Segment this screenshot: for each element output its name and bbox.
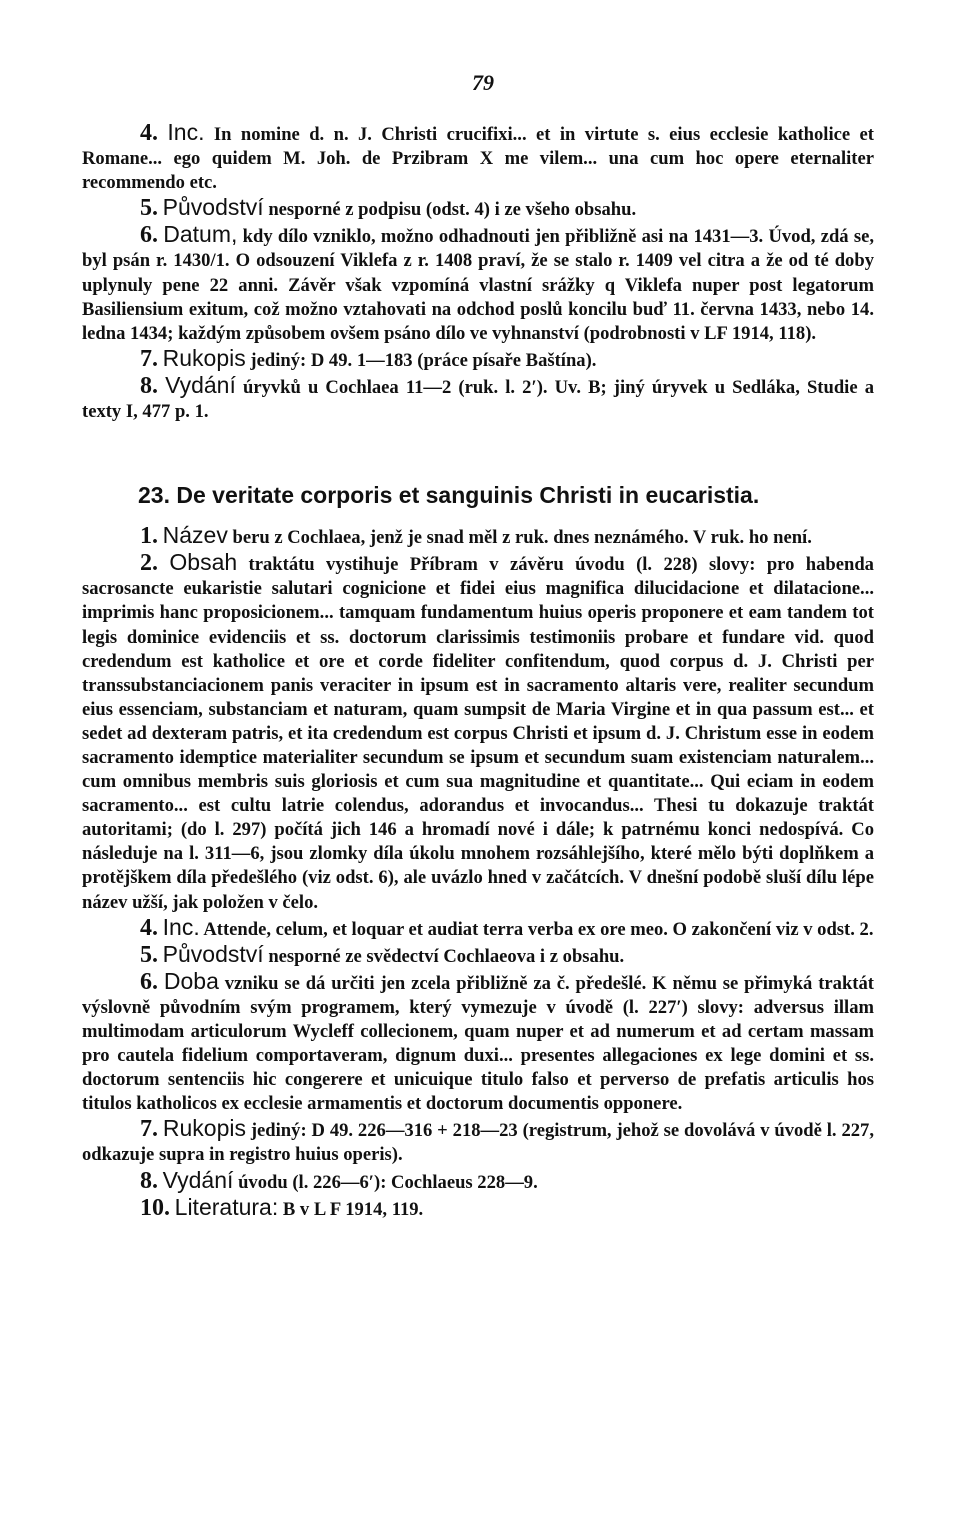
paragraph-number: 5. — [140, 941, 158, 968]
paragraph-keyword: Literatura: — [174, 1193, 279, 1220]
paragraph-text: jediný: D 49. 226—316 + 218—23 (registrum, jehož se dovolává v úvodě l. 227, odkazuje supra in registro huius operis). — [82, 1120, 874, 1166]
paragraph-text: úryvků u Cochlaea 11—2 (ruk. l. 2′). Uv. B; jiný úryvek u Sedláka, Studie a texty I, 477 p. 1. — [82, 376, 874, 423]
paragraph-content — [82, 550, 874, 914]
paragraph-date — [82, 222, 874, 345]
paragraph-number: 4. — [140, 120, 158, 146]
paragraph-literature — [82, 1195, 874, 1222]
paragraph-text: In nomine d. n. J. Christi crucifixi... et in virtute s. eius ecclesie katholice et Romane... ego quidem M. Joh. de Przibram X me vilem... una cum hoc opere eternaliter recommendo etc. — [82, 124, 874, 194]
paragraph-manuscript — [82, 1116, 874, 1167]
paragraph-number: 4. — [140, 914, 158, 941]
paragraph-keyword: Doba — [163, 967, 219, 994]
paragraph-text: kdy dílo vzniklo, možno odhadnouti jen přibližně asi na 1431—3. Úvod, zdá se, byl psán r. 1430/1. O odsouzení Viklefa z r. 1408 praví, že se stalo r. 1409 vel citra a že od té doby uplynuly pene 22 anni. Závěr však vzpomíná vlastní srážky q Viklefa nuper post legatorum Basiliensium exitum, což možno vztahovati na odchod poslů koncilu buď 11. června 1433, nebo 14. ledna 1434; každým způsobem ovšem psáno dílo ve vyhnanství (podrobnosti v LF 1914, 118). — [82, 226, 874, 344]
paragraph-text: nesporné ze svědectví Cochlaeova i z obsahu. — [268, 945, 625, 967]
paragraph-incipit — [82, 120, 874, 195]
paragraph-text: nesporné z podpisu (odst. 4) i ze všeho obsahu. — [268, 199, 637, 221]
paragraph-number: 2. — [140, 550, 158, 577]
paragraph-text: Attende, celum, et loquar et audiat terra verba ex ore meo. O zakončení viz v odst. 2. — [203, 918, 874, 940]
paragraph-keyword: Vydání — [165, 371, 236, 398]
paragraph-date — [82, 969, 874, 1117]
paragraph-text: traktátu vystihuje Příbram v závěru úvodu (l. 228) slovy: pro habenda sacrosancte eukaristie salutari cognicione et fidei eius magnifica dilucidacione et dilatacione... imprimis hanc proposicionem... tamquam fundamentum huius operis proponere et eam tandem tot legis dominice evidenciis et ss. doctorum clarissimis testimoniis probare et fundare vid. quod credendum est katholice et ore et corde fideliter confitendum, quod corpus d. J. Christi per transsubstanciacionem panis veraciter in ipsum est in sacramento altaris vere, realiter secundum eius essenciam, substanciam et naturam, quam sumpsit de Maria Virgine et in qua passum est... et sedet ad dexteram patris, et ita credendum est corpus Christi et ipsum d. J. Christum esse in eodem sacramento idemptice materialiter secundum se ipsum et secundum suam existenciam naturalem... cum omnibus membris suis gloriosis et cum sua magnitudine et quantitate... Qui eciam in eodem sacramento... est cultu latrie colendus, adorandus et invocandus... Thesi tu dokazuje traktát autoritami; (do l. 297) počítá jich 146 a hromadí nové i dále; k patrnému konci nedospívá. Co následuje na l. 311—6, jsou zlomky díla úkolu mnohem rozsáhlejšího, které mělo býti doplňkem a protějškem díla předešlého (viz odst. 6), ale uvázlo hned v začátcích. V dnešní podobě sluší dílu lépe název užší, jak položen v čelo. — [82, 554, 874, 913]
entry-22-continuation — [82, 120, 874, 424]
page-number: 79 — [472, 70, 494, 95]
section-title: De veritate corporis et sanguinis Christi in eucaristia. — [176, 482, 760, 509]
paragraph-text: beru z Cochlaea, jenž je snad měl z ruk. dnes neznámého. V ruk. ho není. — [232, 527, 812, 549]
paragraph-keyword: Rukopis — [162, 1115, 246, 1142]
paragraph-number: 6. — [140, 222, 158, 249]
paragraph-number: 5. — [140, 195, 158, 222]
paragraph-text: vzniku se dá určiti jen zcela přibližně za č. předešlé. K němu se přimyká traktát výslovně původním svým programem, který vymezuje v úvodě (l. 227′) slovy: adversus illam multimodam articulorum Wycleff collecionem, quam nuper et ad numerum et ad certam massam pro cautela fidelium comportaveram, dignum duxi... presentes allegaciones ex lege domini et ss. doctorum sentenciis hic congerere et unicuique titulo falso et perverso de prefatis articulis hos titulos katholicos ex ecclesie armamentis et doctorum documentis opponere. — [82, 972, 874, 1115]
paragraph-keyword: Původství — [162, 940, 264, 967]
paragraph-number: 7. — [140, 345, 158, 372]
paragraph-text: úvodu (l. 226—6′): Cochlaeus 228—9. — [238, 1171, 538, 1193]
paragraph-keyword: Původství — [162, 194, 264, 221]
paragraph-keyword: Datum, — [163, 221, 238, 248]
paragraph-keyword: Rukopis — [162, 344, 246, 371]
paragraph-number: 7. — [140, 1116, 158, 1143]
paragraph-edition — [82, 373, 874, 424]
section-number: 23. — [138, 482, 170, 509]
paragraph-text: B v L F 1914, 119. — [282, 1198, 424, 1220]
paragraph-edition — [82, 1168, 874, 1195]
entry-23 — [82, 523, 874, 1222]
paragraph-keyword: Název — [162, 522, 228, 549]
paragraph-number: 8. — [140, 1167, 158, 1194]
section-heading — [82, 482, 874, 509]
paragraph-number: 1. — [140, 523, 158, 550]
paragraph-manuscript — [82, 346, 874, 373]
paragraph-number: 10. — [140, 1194, 170, 1221]
paragraph-keyword: Inc. — [167, 119, 205, 145]
paragraph-number: 6. — [140, 968, 158, 995]
paragraph-title — [82, 523, 874, 550]
paragraph-keyword: Obsah — [169, 549, 238, 576]
paragraph-incipit — [82, 915, 874, 942]
paragraph-text: jediný: D 49. 1—183 (práce písaře Baštína). — [250, 349, 597, 371]
paragraph-authorship — [82, 195, 874, 222]
paragraph-keyword: Inc. — [162, 913, 200, 940]
paragraph-keyword: Vydání — [162, 1166, 234, 1193]
paragraph-number: 8. — [140, 372, 158, 399]
paragraph-authorship — [82, 942, 874, 969]
